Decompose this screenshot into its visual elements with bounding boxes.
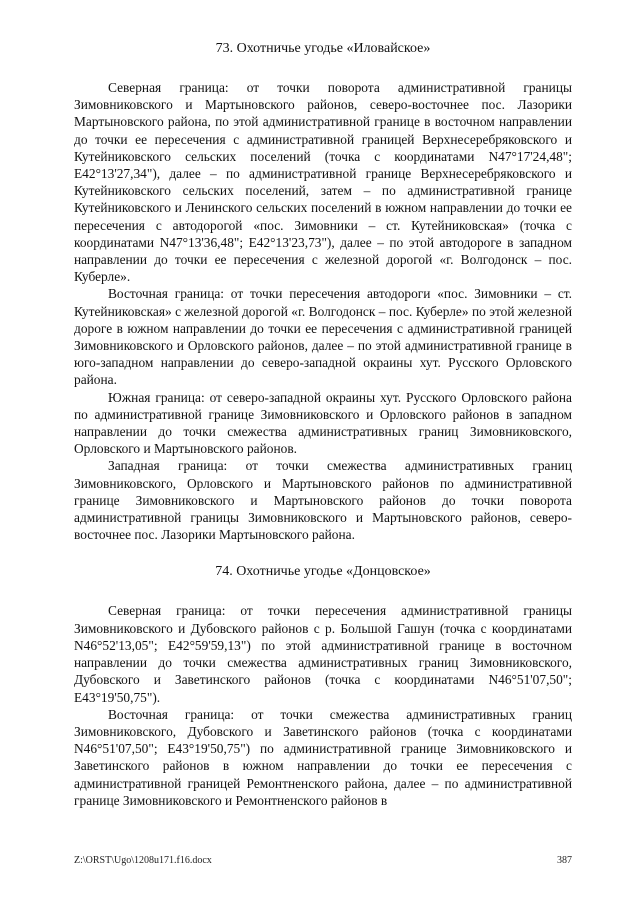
paragraph-west-border: Западная граница: от точки смежества административных границ Зимовниковского, Орловского и Мартыновского районов по административной границе Зимовниковского и Мартыновского районов до точки поворота административной границы Зимовниковского и Мартыновского районов, северо-восточнее пос. Лазорики Мартыновского района.: [74, 458, 572, 543]
paragraph-north-border: Северная граница: от точки поворота административной границы Зимовниковского и Мартыновского районов, северо-восточнее пос. Лазорики Мартыновского района, по этой административной границе в восточном направлении до точки ее пересечения с административной границей Верхнесеребряковского и Кутейниковского сельских поселений (точка с координатами N47°17'24,48"; E42°13'27,34"), далее – по административной границе Верхнесеребряковского и Кутейниковского сельских поселений, затем – по административной границе Кутейниковского и Ленинского сельских поселений в южном направлении до точки ее пересечения с автодорогой «пос. Зимовники – ст. Кутейниковская» (точка с координатами N47°13'36,48"; E42°13'23,73"), далее – по этой автодороге в западном направлении до точки ее пересечения с железной дорогой «г. Волгодонск – пос. Куберле».: [74, 80, 572, 285]
section-ilovaiskoe: [74, 40, 572, 543]
paragraph-east-border: Восточная граница: от точки смежества административных границ Зимовниковского, Дубовского и Заветинского районов (точка с координатами N46°51'07,50"; E43°19'50,75") по административной границе Зимовниковского и Заветинского районов в южном направлении до точки ее пересечения с административной границей Ремонтненского района, далее – по административной границе Зимовниковского и Ремонтненского районов в: [74, 706, 572, 808]
paragraph-south-border: Южная граница: от северо-западной окраины хут. Русского Орловского района по административной границе Зимовниковского и Орловского районов в западном направлении до точки смежества административных границ Зимовниковского, Орловского и Мартыновского районов.: [74, 389, 572, 457]
document-page: [74, 40, 572, 809]
section-dontsovskoe: [74, 563, 572, 808]
page-footer: [74, 855, 572, 867]
file-path: Z:\ORST\Ugo\1208u171.f16.docx: [74, 855, 212, 866]
page-number: 387: [557, 855, 572, 866]
paragraph-east-border: Восточная граница: от точки пересечения автодороги «пос. Зимовники – ст. Кутейниковская» с железной дорогой «г. Волгодонск – пос. Куберле» по этой железной дороге в южном направлении до точки ее пересечения с административной границей Зимовниковского и Орловского районов, далее – по этой административной границе в юго-западном направлении до северо-западной окраины хут. Русского Орловского района.: [74, 286, 572, 388]
paragraph-north-border: Северная граница: от точки пересечения административной границы Зимовниковского и Дубовского районов с р. Большой Гашун (точка с координатами N46°52'13,05"; E42°59'59,13") по этой административной границе в восточном направлении до точки смежества административных границ Зимовниковского, Дубовского и Заветинского районов (точка с координатами N46°51'07,50"; E43°19'50,75").: [74, 603, 572, 705]
section-heading: 74. Охотничье угодье «Донцовское»: [215, 564, 431, 580]
section-heading: 73. Охотничье угодье «Иловайское»: [215, 41, 431, 56]
